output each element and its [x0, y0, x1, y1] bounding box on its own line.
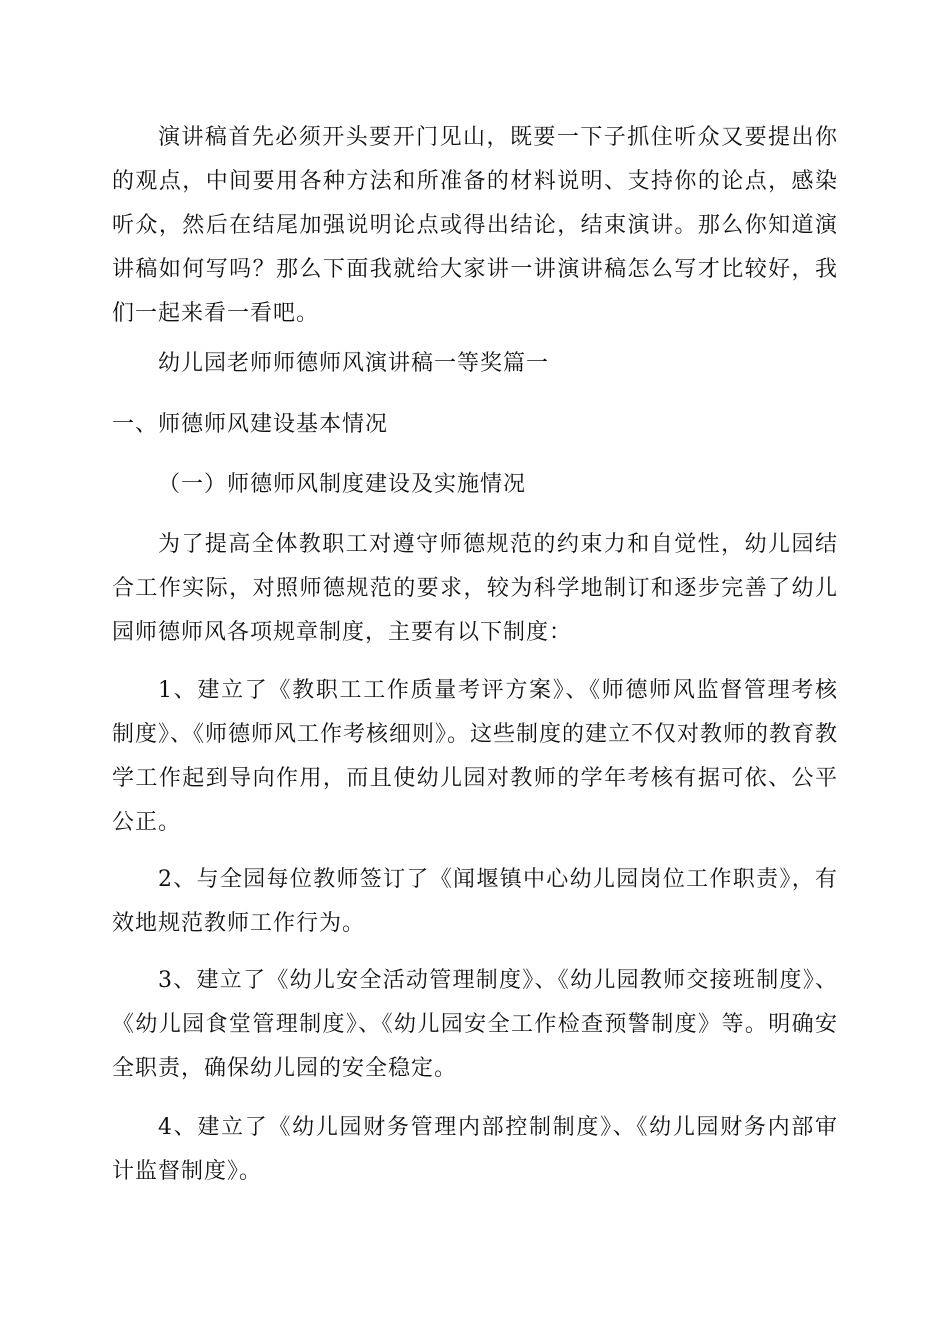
- intro-paragraph: 演讲稿首先必须开头要开门见山，既要一下子抓住听众又要提出你的观点，中间要用各种方法和所准备的材料说明、支持你的论点，感染听众，然后在结尾加强说明论点或得出结论，结束演讲。那么你知道演讲稿如何写吗？那么下面我就给大家讲一讲演讲稿怎么写才比较好，我们一起来看一看吧。: [112, 125, 838, 326]
- section-heading: 一、师德师风建设基本情况: [112, 412, 389, 437]
- list-item-3: 3、建立了《幼儿安全活动管理制度》、《幼儿园教师交接班制度》、《幼儿园食堂管理制度》、《幼儿园安全工作检查预警制度》等。明确安全职责，确保幼儿园的安全稳定。: [112, 968, 838, 1081]
- list-item-4: 4、建立了《幼儿园财务管理内部控制制度》、《幼儿园财务内部审计监督制度》。: [112, 1115, 838, 1184]
- document-title: 幼儿园老师师德师风演讲稿一等奖篇一: [158, 351, 550, 376]
- list-item-2: 2、与全园每位教师签订了《闻堰镇中心幼儿园岗位工作职责》，有效地规范教师工作行为。: [112, 867, 838, 936]
- purpose-paragraph: 为了提高全体教职工对遵守师德规范的约束力和自觉性，幼儿园结合工作实际，对照师德规范的要求，较为科学地制订和逐步完善了幼儿园师德师风各项规章制度，主要有以下制度：: [112, 532, 838, 645]
- list-item-1: 1、建立了《教职工工作质量考评方案》、《师德师风监督管理考核制度》、《师德师风工作考核细则》。这些制度的建立不仅对教师的教育教学工作起到导向作用，而且使幼儿园对教师的学年考核有据可依、公平公正。: [112, 678, 839, 835]
- subsection-heading: （一）师德师风制度建设及实施情况: [158, 472, 527, 497]
